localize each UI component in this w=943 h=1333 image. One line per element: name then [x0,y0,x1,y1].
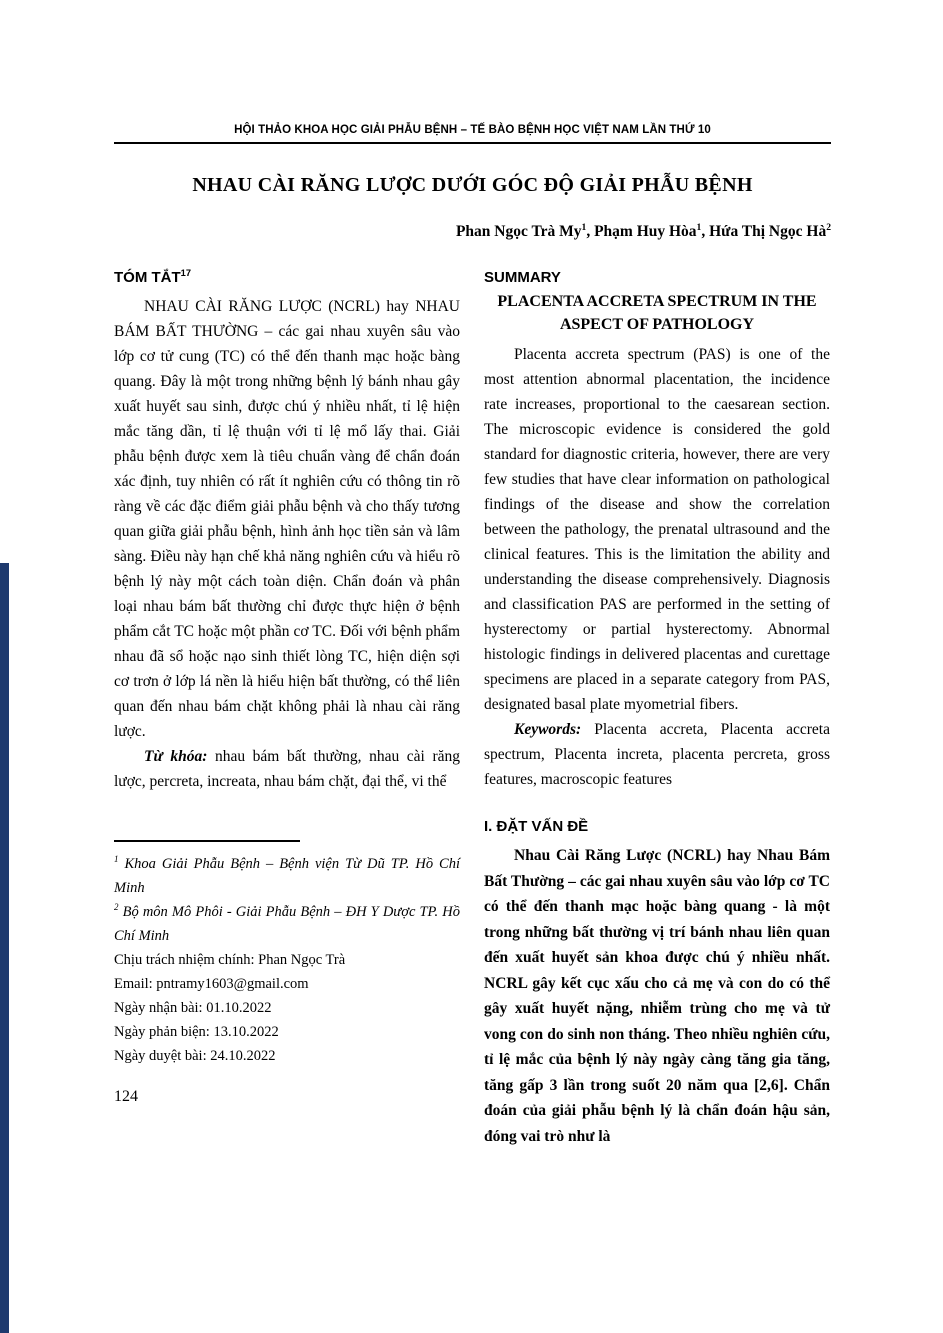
left-accent-bar [0,563,9,1333]
author-3 [709,223,831,240]
keywords-vi-text: nhau bám bất thường, nhau cài răng lược, percreta, increata, nhau bám chặt, đại thể, vi thể [114,748,460,790]
article-title: NHAU CÀI RĂNG LƯỢC DƯỚI GÓC ĐỘ GIẢI PHẪU BỆNH [192,174,753,196]
summary-body: Placenta accreta spectrum (PAS) is one of the most attention abnormal placentation, the incidence rate increases, proportional to the caesarean section. The microscopic evidence is considered the gold standard for diagnostic criteria, however, there are very few studies that have clear information on pathological findings of the disease and show the correlation between the pathology, the prenatal ultrasound and the clinical features. This is the limitation the ability and understanding the disease comprehensively. Diagnosis and classification PAS are performed in the setting of hysterectomy or partial hysterectomy. Abnormal histologic findings in delivered placentas and curettage specimens are placed in a separate category from PAS, designated basal plate myometrial fibers. [484,346,830,713]
keywords-en-text: Placenta accreta, Placenta accreta spectrum, Placenta increta, placenta percreta, gross features, macroscopic features [484,721,830,788]
author-1 [456,223,594,240]
summary-subtitle: PLACENTA ACCRETA SPECTRUM IN THE ASPECT OF PATHOLOGY [497,293,817,333]
reviewed-date-line: Ngày phản biện: 13.10.2022 [114,1024,279,1040]
header-rule [114,142,831,144]
keywords-en-label: Keywords: [514,721,582,738]
author-3-sup: 2 [826,221,831,233]
abstract-heading-text: TÓM TẮT [114,269,181,286]
email-line: Email: pntramy1603@gmail.com [114,976,309,992]
affiliation-1-text: Khoa Giải Phẫu Bệnh – Bệnh viện Từ Dũ TP. Hồ Chí Minh [114,856,461,896]
affiliation-1 [114,852,460,900]
author-1-sup: 1 [581,221,587,233]
author-1-name: Phan Ngọc Trà My [455,223,582,240]
right-column [484,269,830,1149]
affiliation-2 [114,900,460,948]
author-1-sep: , [586,223,595,240]
abstract-body: NHAU CÀI RĂNG LƯỢC (NCRL) hay NHAU BÁM BẤT THƯỜNG – các gai nhau xuyên sâu vào lớp cơ tử cung (TC) có thể đến thanh mạc hoặc bàng quang. Đây là một trong những bệnh lý bánh nhau gây xuất huyết sau sinh, được chú ý nhiều nhất, tỉ lệ hiện mắc tăng dần, tỉ lệ thuận với tỉ lệ mổ lấy thai. Giải phẫu bệnh được xem là tiêu chuẩn vàng để chẩn đoán xác định, tuy nhiên có rất ít nghiên cứu có thông tin rõ ràng về các đặc điểm giải phẫu bệnh và cho thấy tương quan giữa giải phẫu bệnh, hình ảnh học tiền sản và lâm sàng. Điều này hạn chế khả năng nghiên cứu và hiểu rõ bệnh lý này một cách toàn diện. Chẩn đoán và phân loại nhau bám bất thường chỉ được thực hiện ở bệnh phẩm cắt TC hoặc một phần cơ TC. Đối với bệnh phẩm nhau đã sổ hoặc nạo sinh thiết lòng TC, hiện diện sợi cơ trơn ở lớp lá nền là hiểu hiện bất thường, có thể liên quan đến nhau bám chặt không phải là nhau cài răng lược. [114,298,460,740]
page-number: 124 [114,1088,138,1105]
footnote-divider [114,840,300,842]
abstract-heading [114,269,460,286]
affiliation-1-marker: 1 [114,854,119,865]
author-2 [594,223,709,240]
keywords-vi [114,744,460,794]
page-content [114,124,831,1149]
keywords-vi-label: Từ khóa: [144,748,208,765]
affiliation-2-marker: 2 [114,902,119,913]
summary-heading: SUMMARY [484,269,561,286]
section-1-heading: I. ĐẶT VẤN ĐỀ [484,818,589,835]
author-3-name: Hứa Thị Ngọc Hà [709,223,827,240]
keywords-en [484,717,830,792]
byline [114,223,831,241]
author-2-name: Phạm Huy Hòa [594,223,697,240]
corresponding-author-line: Chịu trách nhiệm chính: Phan Ngọc Trà [114,952,346,968]
received-date-line: Ngày nhận bài: 01.10.2022 [114,1000,272,1016]
running-head: HỘI THẢO KHOA HỌC GIẢI PHẪU BỆNH – TẾ BÀO BỆNH HỌC VIỆT NAM LẦN THỨ 10 [234,124,711,136]
author-2-sep: , [701,223,710,240]
affiliation-2-text: Bộ môn Mô Phôi - Giải Phẫu Bệnh – ĐH Y Dược TP. Hồ Chí Minh [114,904,460,944]
author-2-sup: 1 [696,221,702,233]
abstract-heading-sup: 17 [180,268,191,278]
footnotes [114,840,460,1068]
section-1-body: Nhau Cài Răng Lược (NCRL) hay Nhau Bám Bất Thường – các gai nhau xuyên sâu vào lớp cơ TC có thể đến thanh mạc hoặc bàng quang - là một trong những bất thường vị trí bánh nhau liên quan đến xuất huyết sản khoa được chú ý nhiều nhất. NCRL gây kết cục xấu cho cả mẹ và con do có thể gây xuất huyết nặng, nhiễm trùng cho mẹ và tử vong con do sinh non tháng. Theo nhiều nghiên cứu, tỉ lệ mắc của bệnh lý này ngày càng tăng gia tăng, tăng gấp 3 lần trong suốt 20 năm qua [2,6]. Chẩn đoán của giải phẫu bệnh lý là chẩn đoán hậu sản, đóng vai trò như là [484,847,830,1145]
spacer [484,792,830,818]
left-column [114,269,460,1149]
accepted-date-line: Ngày duyệt bài: 24.10.2022 [114,1048,276,1064]
two-column-layout [114,269,831,1149]
